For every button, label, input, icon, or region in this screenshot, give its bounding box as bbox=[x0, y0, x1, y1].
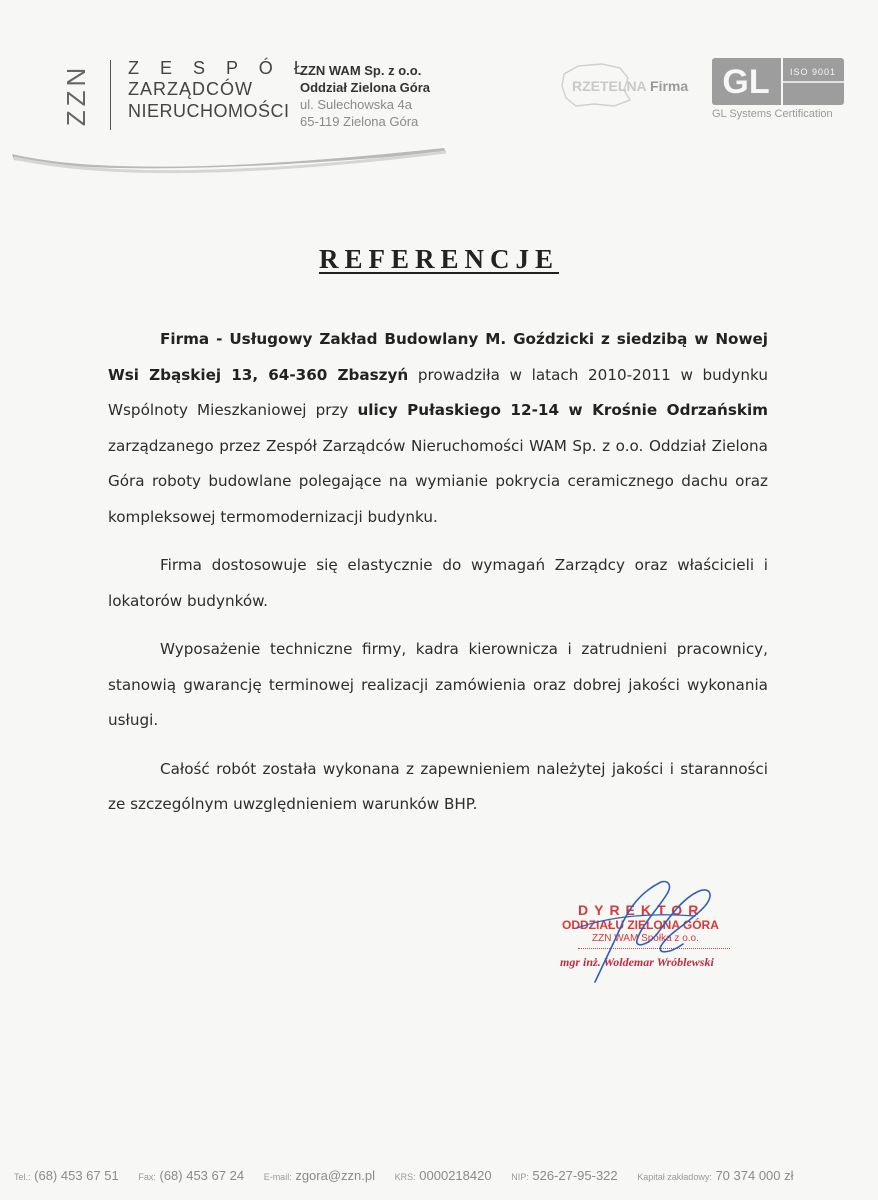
stamp-signatory: mgr inż. Woldemar Wróblewski bbox=[560, 955, 714, 969]
paragraph-1-text-a: prowadziła w latach 2010-2011 w budynku Wspólnoty Mieszkaniowej przy bbox=[108, 365, 768, 419]
firma-word: Firma bbox=[646, 78, 689, 94]
brand-line-1: Z E S P Ó Ł bbox=[128, 58, 312, 78]
paragraph-4: Całość robót została wykonana z zapewnieniem należytej jakości i staranności ze szczególnym uwzględnieniem warunków BHP. bbox=[108, 759, 768, 813]
footer-capital: 70 374 000 zł bbox=[715, 1168, 794, 1183]
contractor-name: Firma - Usługowy Zakład Budowlany M. Goździcki z siedzibą w Nowej Wsi Zbąskiej 13, 64-360 Zbaszyń bbox=[108, 330, 768, 384]
footer-krs-label: KRS: bbox=[394, 1172, 416, 1182]
document-title: REFERENCJE bbox=[318, 244, 560, 274]
paragraph-3: Wyposażenie techniczne firmy, kadra kierownicza i zatrudnieni pracownicy, stanowią gwarancję terminowej realizacji zamówienia oraz dobrej jakości wykonania usługi. bbox=[108, 640, 768, 729]
stamp-branch: ODDZIAŁU ZIELONA GÓRA bbox=[562, 918, 719, 932]
building-address: ulicy Pułaskiego 12-14 w Krośnie Odrzańskim bbox=[357, 401, 768, 419]
brand-line-3: NIERUCHOMOŚCI bbox=[128, 101, 290, 121]
footer-fax: (68) 453 67 24 bbox=[159, 1168, 245, 1183]
footer-capital-label: Kapitał zakładowy: bbox=[637, 1172, 712, 1182]
company-city: 65-119 Zielona Góra bbox=[300, 114, 419, 129]
brand-separator bbox=[110, 60, 111, 130]
footer-nip-label: NIP: bbox=[511, 1172, 529, 1182]
gl-letters: GL bbox=[722, 63, 770, 101]
paragraph-1 bbox=[108, 322, 768, 535]
handwritten-signature bbox=[565, 872, 745, 992]
company-street: ul. Sulechowska 4a bbox=[300, 97, 413, 112]
rzetelna-word: RZETELNA bbox=[572, 78, 647, 94]
gl-certification-logo bbox=[712, 58, 844, 105]
stamp-title: DYREKTOR bbox=[578, 902, 705, 918]
gl-caption: GL Systems Certification bbox=[712, 108, 833, 120]
footer-tel-label: Tel.: bbox=[14, 1172, 31, 1182]
iso-badge: ISO 9001 bbox=[789, 67, 837, 77]
footer-fax-label: Fax: bbox=[138, 1172, 156, 1182]
brand-name bbox=[128, 58, 312, 122]
footer-nip: 526-27-95-322 bbox=[532, 1168, 618, 1183]
header-swoosh bbox=[10, 140, 450, 190]
document-footer bbox=[14, 1168, 874, 1183]
rzetelna-firma-logo bbox=[572, 78, 688, 94]
footer-tel: (68) 453 67 51 bbox=[34, 1168, 119, 1183]
company-name: ZZN WAM Sp. z o.o. bbox=[300, 63, 422, 78]
zzn-vertical-logo bbox=[58, 60, 98, 130]
company-address bbox=[300, 62, 430, 130]
footer-email-label: E-mail: bbox=[263, 1172, 292, 1182]
footer-krs: 0000218420 bbox=[419, 1168, 492, 1183]
zzn-vertical-text: ZZN bbox=[60, 63, 91, 127]
paragraph-2: Firma dostosowuje się elastycznie do wymagań Zarządcy oraz właścicieli i lokatorów budynków. bbox=[108, 556, 768, 610]
company-branch: Oddział Zielona Góra bbox=[300, 80, 431, 95]
paragraph-1-text-b: zarządzanego przez Zespół Zarządców Nieruchomości WAM Sp. z o.o. Oddział Zielona Góra roboty budowlane polegające na wymianie pokrycia ceramicznego dachu oraz kompleksowej termomodernizacji budynku. bbox=[108, 436, 768, 526]
stamp-company: ZZN WAM Spółka z o.o. bbox=[592, 933, 699, 944]
brand-line-2: ZARZĄDCÓW bbox=[128, 79, 253, 99]
document-body bbox=[108, 322, 768, 836]
footer-email: zgora@zzn.pl bbox=[295, 1168, 376, 1183]
